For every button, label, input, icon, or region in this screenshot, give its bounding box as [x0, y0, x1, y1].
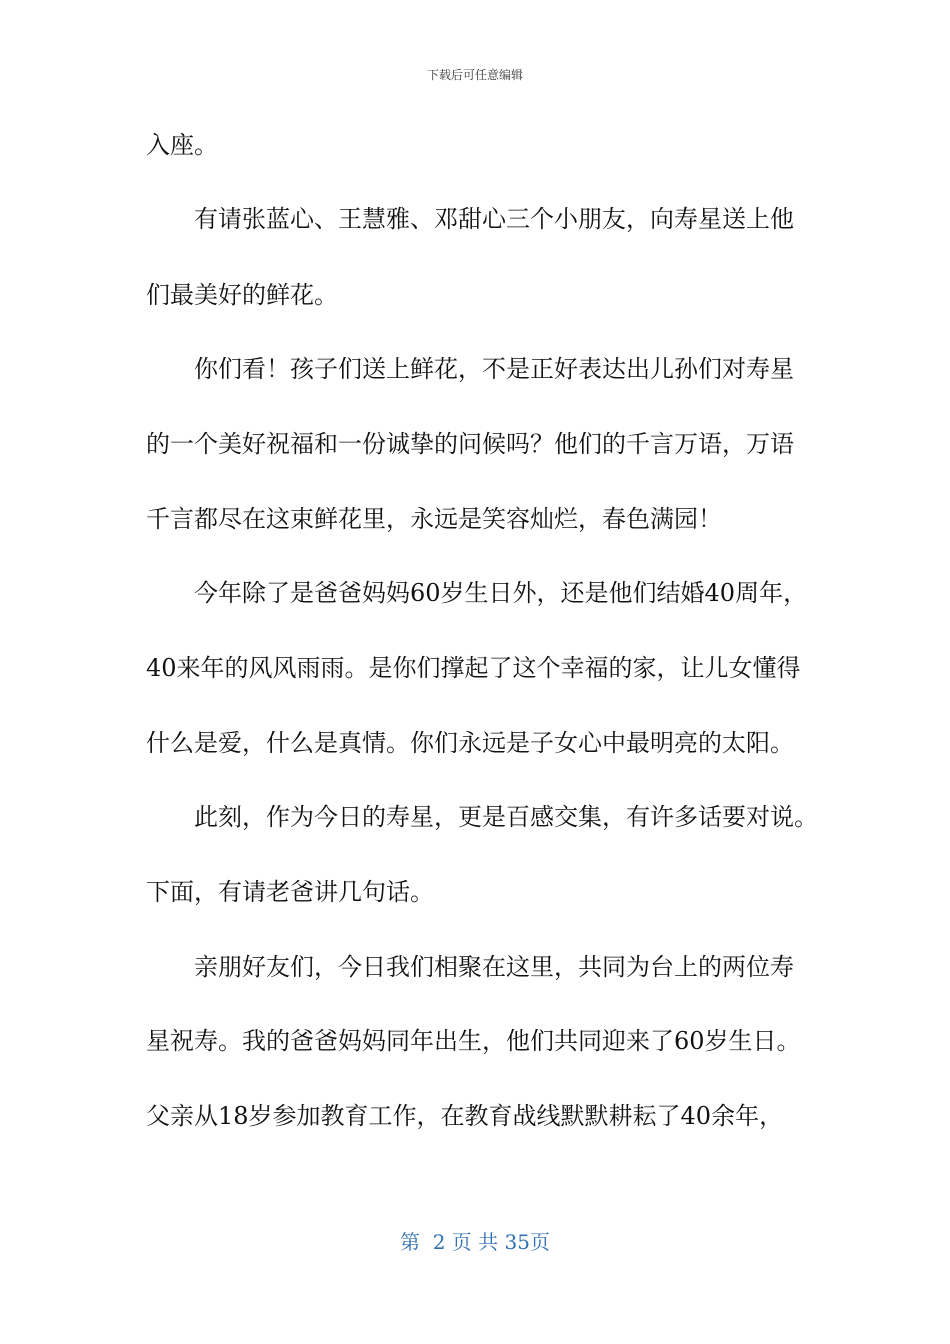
text-line: 入座。	[146, 131, 218, 159]
text-line: 今年除了是爸爸妈妈60岁生日外，还是他们结婚40周年，	[194, 579, 808, 607]
page-header: 下载后可任意编辑	[426, 68, 523, 82]
text-line: 什么是爱，什么是真情。你们永远是子女心中最明亮的太阳。	[146, 729, 794, 757]
text-line: 此刻，作为今日的寿星，更是百感交集，有许多话要对说。	[194, 803, 818, 831]
text-line: 的一个美好祝福和一份诚挚的问候吗？他们的千言万语，万语	[146, 430, 794, 458]
text-line: 星祝寿。我的爸爸妈妈同年出生，他们共同迎来了60岁生日。	[146, 1027, 801, 1055]
text-line: 千言都尽在这束鲜花里，永远是笑容灿烂，春色满园！	[146, 505, 722, 533]
text-line: 亲朋好友们，今日我们相聚在这里，共同为台上的两位寿	[194, 953, 794, 981]
text-line: 你们看！孩子们送上鲜花，不是正好表达出儿孙们对寿星	[194, 355, 794, 383]
text-line: 父亲从18岁参加教育工作，在教育战线默默耕耘了40余年，	[146, 1102, 784, 1130]
text-line: 有请张蓝心、王慧雅、邓甜心三个小朋友，向寿星送上他	[194, 205, 794, 233]
text-line: 40来年的风风雨雨。是你们撑起了这个幸福的家，让儿女懂得	[146, 654, 801, 682]
text-line: 们最美好的鲜花。	[146, 281, 338, 309]
page-footer: 第 2 页 共 35页	[400, 1230, 550, 1254]
text-line: 下面，有请老爸讲几句话。	[146, 878, 434, 906]
